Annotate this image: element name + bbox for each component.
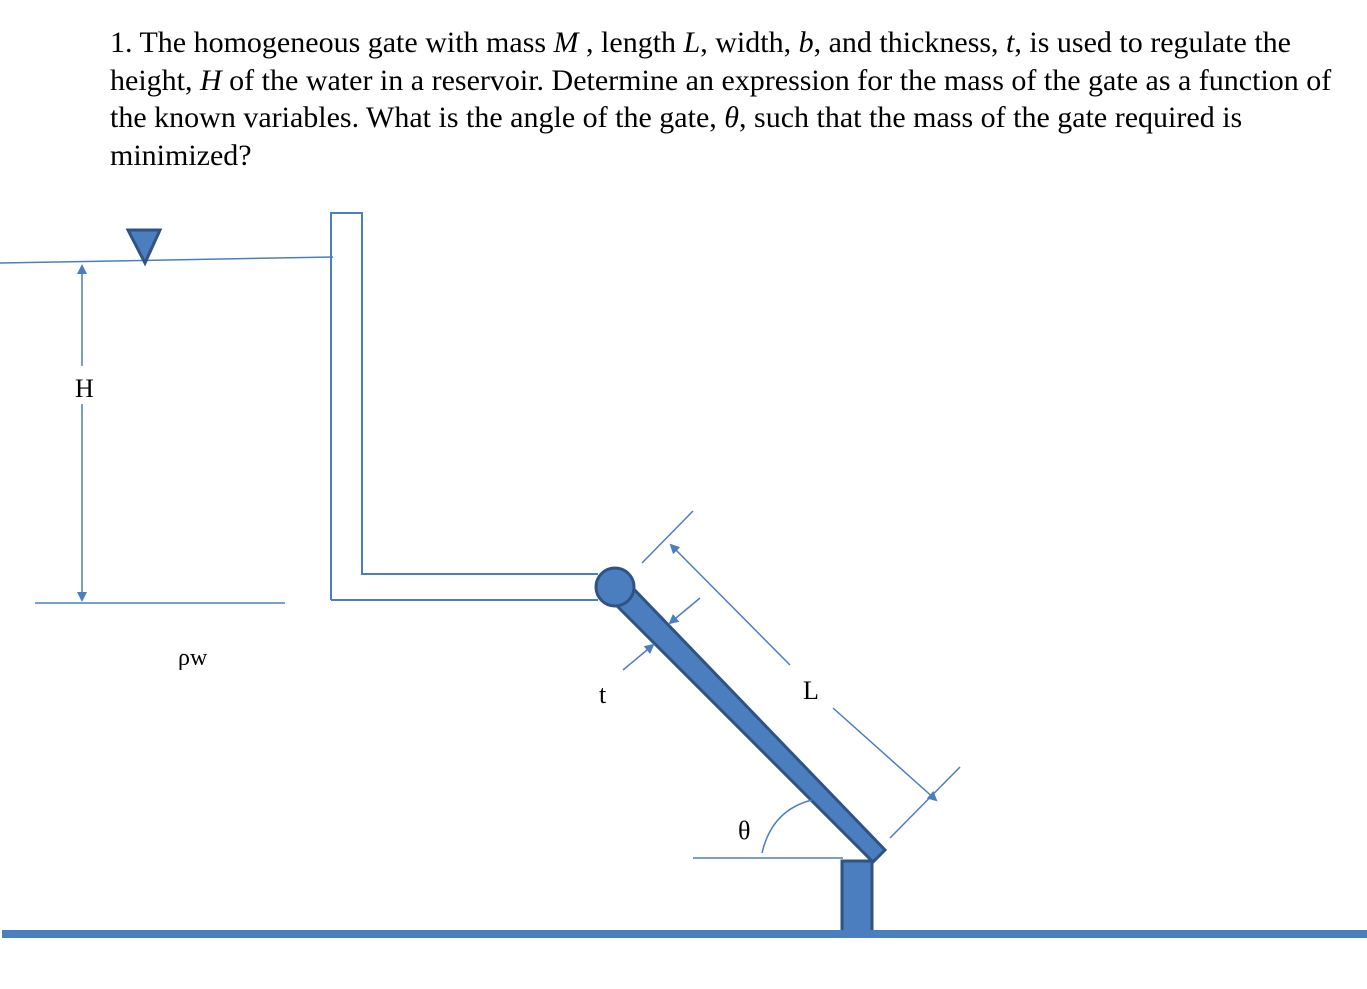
gate-support-block xyxy=(842,861,872,934)
length-extension-top xyxy=(642,511,693,563)
height-label: H xyxy=(75,374,94,403)
length-extension-bottom xyxy=(890,767,960,838)
length-dimension-lower xyxy=(833,708,936,800)
variable-b: b xyxy=(798,26,814,59)
reservoir-wall xyxy=(331,213,598,600)
angle-label: θ xyxy=(738,816,751,845)
thickness-arrow-lower xyxy=(623,645,653,670)
water-surface-line xyxy=(0,257,333,263)
water-density-label: ρw xyxy=(178,645,208,671)
problem-text-5: , is used to regulate the height, xyxy=(110,26,1291,97)
variable-theta: θ xyxy=(724,101,740,134)
problem-text-6: of the water in a reservoir. Determine an expression for the mass of the gate as a function of the known variables. What is the angle of the gate, xyxy=(110,63,1332,134)
problem-text-7: , such that the mass of the gate required is minimized? xyxy=(110,101,1243,172)
thickness-label: t xyxy=(599,680,607,709)
problem-text-1: The homogeneous gate with mass xyxy=(132,26,554,59)
problem-text-4: , and thickness, xyxy=(813,26,1007,59)
gate-hinge xyxy=(596,568,634,606)
problem-number: 1. xyxy=(110,26,133,59)
variable-H: H xyxy=(200,63,222,97)
problem-text-3: , width, xyxy=(700,26,799,59)
variable-L: L xyxy=(683,26,701,59)
angle-arc xyxy=(762,800,812,853)
thickness-arrow-upper xyxy=(670,598,700,623)
length-label: L xyxy=(803,676,819,705)
variable-t: t xyxy=(1006,26,1015,59)
water-surface-symbol xyxy=(128,230,160,263)
variable-M: M xyxy=(553,26,579,59)
problem-text-2: , length xyxy=(578,26,684,59)
